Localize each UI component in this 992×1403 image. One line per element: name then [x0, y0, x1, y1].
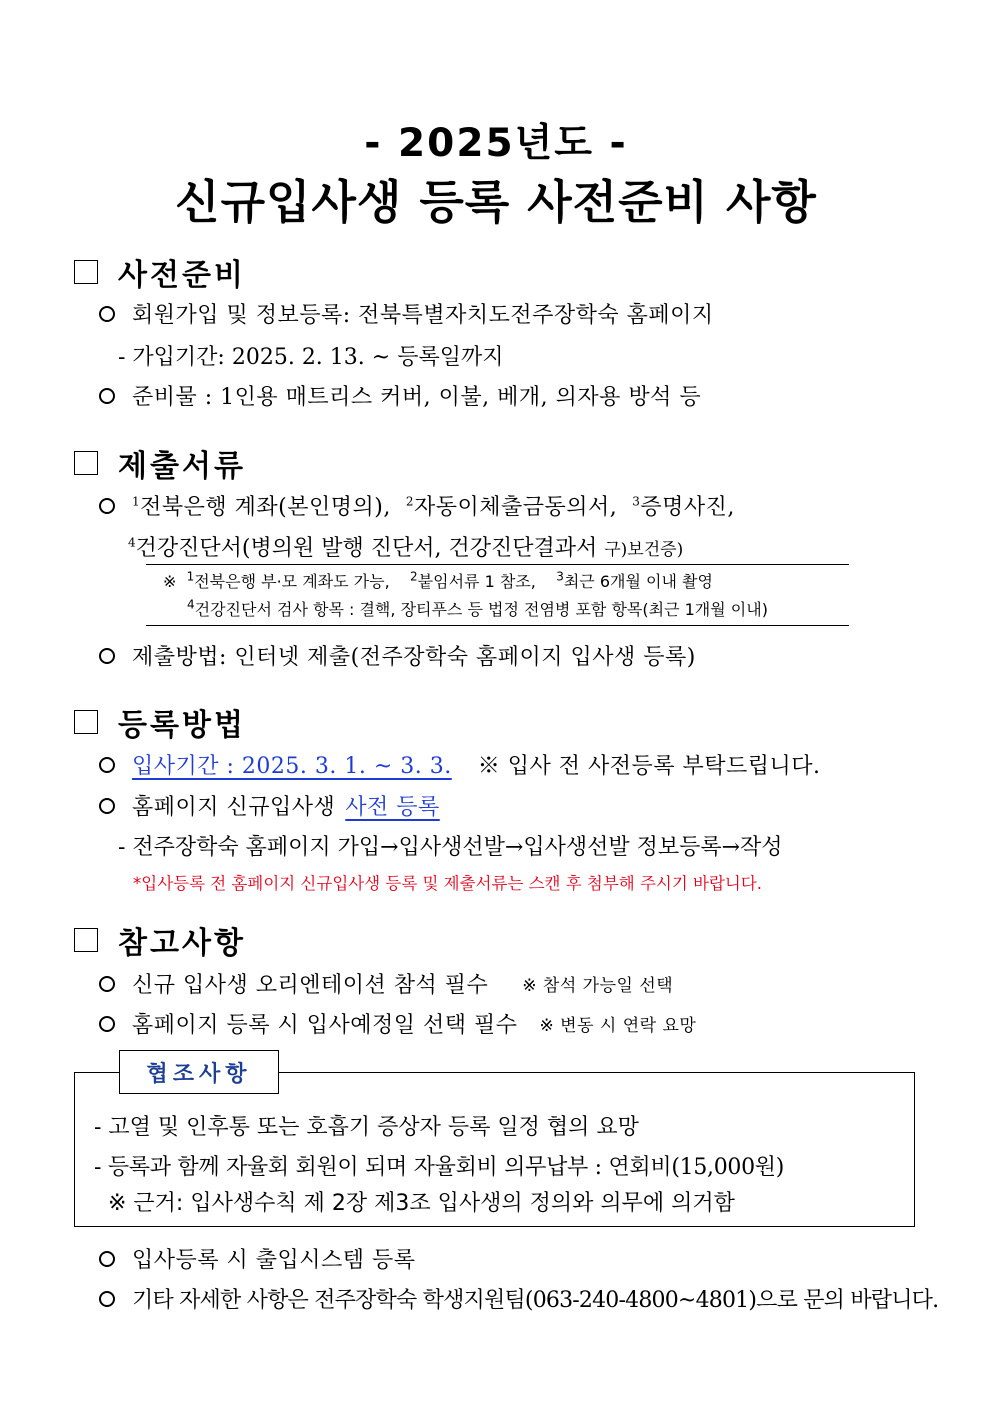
section-heading-label: 제출서류: [118, 449, 246, 484]
list-item-text: 준비물 : 1인용 매트리스 커버, 이불, 베개, 의자용 방석 등: [132, 385, 702, 410]
circle-bullet-icon: [99, 648, 115, 664]
list-item-text: 제출방법: 인터넷 제출(전주장학숙 홈페이지 입사생 등록): [132, 645, 696, 670]
move-in-period: 입사기간 : 2025. 3. 1. ~ 3. 3.: [132, 754, 452, 779]
title-year: - 2025년도 -: [364, 121, 628, 166]
circle-bullet-icon: [99, 976, 115, 992]
sub-item: - 전주장학숙 홈페이지 가입→입사생선발→입사생선발 정보등록→작성: [118, 835, 783, 860]
section-heading-ref: [74, 918, 246, 962]
list-item-text: 홈페이지 등록 시 입사예정일 선택 필수: [132, 1013, 518, 1038]
list-item: [99, 790, 440, 821]
section-heading-label: 사전준비: [118, 258, 246, 293]
cooperation-line: - 등록과 함께 자율회 회원이 되며 자율회비 의무납부 : 연회비(15,000원): [94, 1155, 785, 1180]
divider: [146, 564, 849, 565]
section-heading-label: 등록방법: [118, 708, 246, 743]
list-item: [99, 380, 701, 411]
checkbox-square-icon: [74, 710, 98, 734]
footnote: ※ $^1$전북은행 부·모 계좌도 가능, $^2$붙임서류 1 참조, $^3$최근 6개월 이내 촬영: [163, 569, 713, 591]
sub-item: - 가입기간: 2025. 2. 13. ~ 등록일까지: [118, 345, 504, 370]
section-heading-docs: [74, 441, 246, 485]
circle-bullet-icon: [99, 798, 115, 814]
section-heading-label: 참고사항: [118, 926, 246, 961]
divider: [146, 625, 849, 626]
page-title: 신규입사생 등록 사전준비 사항: [175, 175, 817, 229]
list-item: [99, 640, 696, 671]
sub-item: $^4$건강진단서(병의원 발행 진단서, 건강진단결과서 구)보건증): [128, 535, 684, 561]
list-item-text: 회원가입 및 정보등록: 전북특별자치도전주장학숙 홈페이지: [132, 303, 714, 328]
pre-registration-link[interactable]: 사전 등록: [345, 795, 440, 820]
note-text: ※ 참석 가능일 선택: [522, 976, 674, 996]
circle-bullet-icon: [99, 498, 115, 514]
circle-bullet-icon: [99, 306, 115, 322]
list-item-text: 입사등록 시 출입시스템 등록: [132, 1248, 416, 1273]
circle-bullet-icon: [99, 1251, 115, 1267]
circle-bullet-icon: [99, 1291, 115, 1307]
list-item-text: 신규 입사생 오리엔테이션 참석 필수: [132, 973, 489, 998]
cooperation-note: ※ 근거: 입사생수칙 제 2장 제3조 입사생의 정의와 의무에 의거함: [108, 1191, 735, 1216]
list-item-text: ※ 입사 전 사전등록 부탁드립니다.: [477, 754, 821, 779]
list-item: [99, 1243, 416, 1274]
list-item-text: 기타 자세한 사항은 전주장학숙 학생지원팀(063-240-4800~4801)으로 문의 바랍니다.: [132, 1288, 939, 1313]
cooperation-line: - 고열 및 인후통 또는 호흡기 증상자 등록 일정 협의 요망: [94, 1115, 639, 1140]
circle-bullet-icon: [99, 757, 115, 773]
checkbox-square-icon: [74, 928, 98, 952]
list-item: [99, 1008, 696, 1039]
list-item: [99, 749, 821, 780]
list-item: [99, 1283, 938, 1314]
list-item-text: $^1$전북은행 계좌(본인명의), $^2$자동이체출금동의서, $^3$증명사진,: [132, 494, 735, 520]
list-item: [99, 968, 673, 999]
list-item: [99, 298, 714, 329]
checkbox-square-icon: [74, 260, 98, 284]
checkbox-square-icon: [74, 451, 98, 475]
cooperation-tab: 협조사항: [119, 1050, 279, 1094]
warning-note: *입사등록 전 홈페이지 신규입사생 등록 및 제출서류는 스캔 후 첨부해 주시기 바랍니다.: [133, 874, 763, 893]
note-text: ※ 변동 시 연락 요망: [539, 1016, 697, 1036]
circle-bullet-icon: [99, 388, 115, 404]
circle-bullet-icon: [99, 1016, 115, 1032]
section-heading-reg: [74, 700, 246, 744]
list-item: [99, 490, 735, 521]
section-heading-prep: [74, 250, 246, 294]
footnote: $^4$건강진단서 검사 항목 : 결핵, 장티푸스 등 법정 전염병 포함 항목(최근 1개월 이내): [187, 597, 768, 619]
list-item-text: 홈페이지 신규입사생: [132, 795, 336, 820]
